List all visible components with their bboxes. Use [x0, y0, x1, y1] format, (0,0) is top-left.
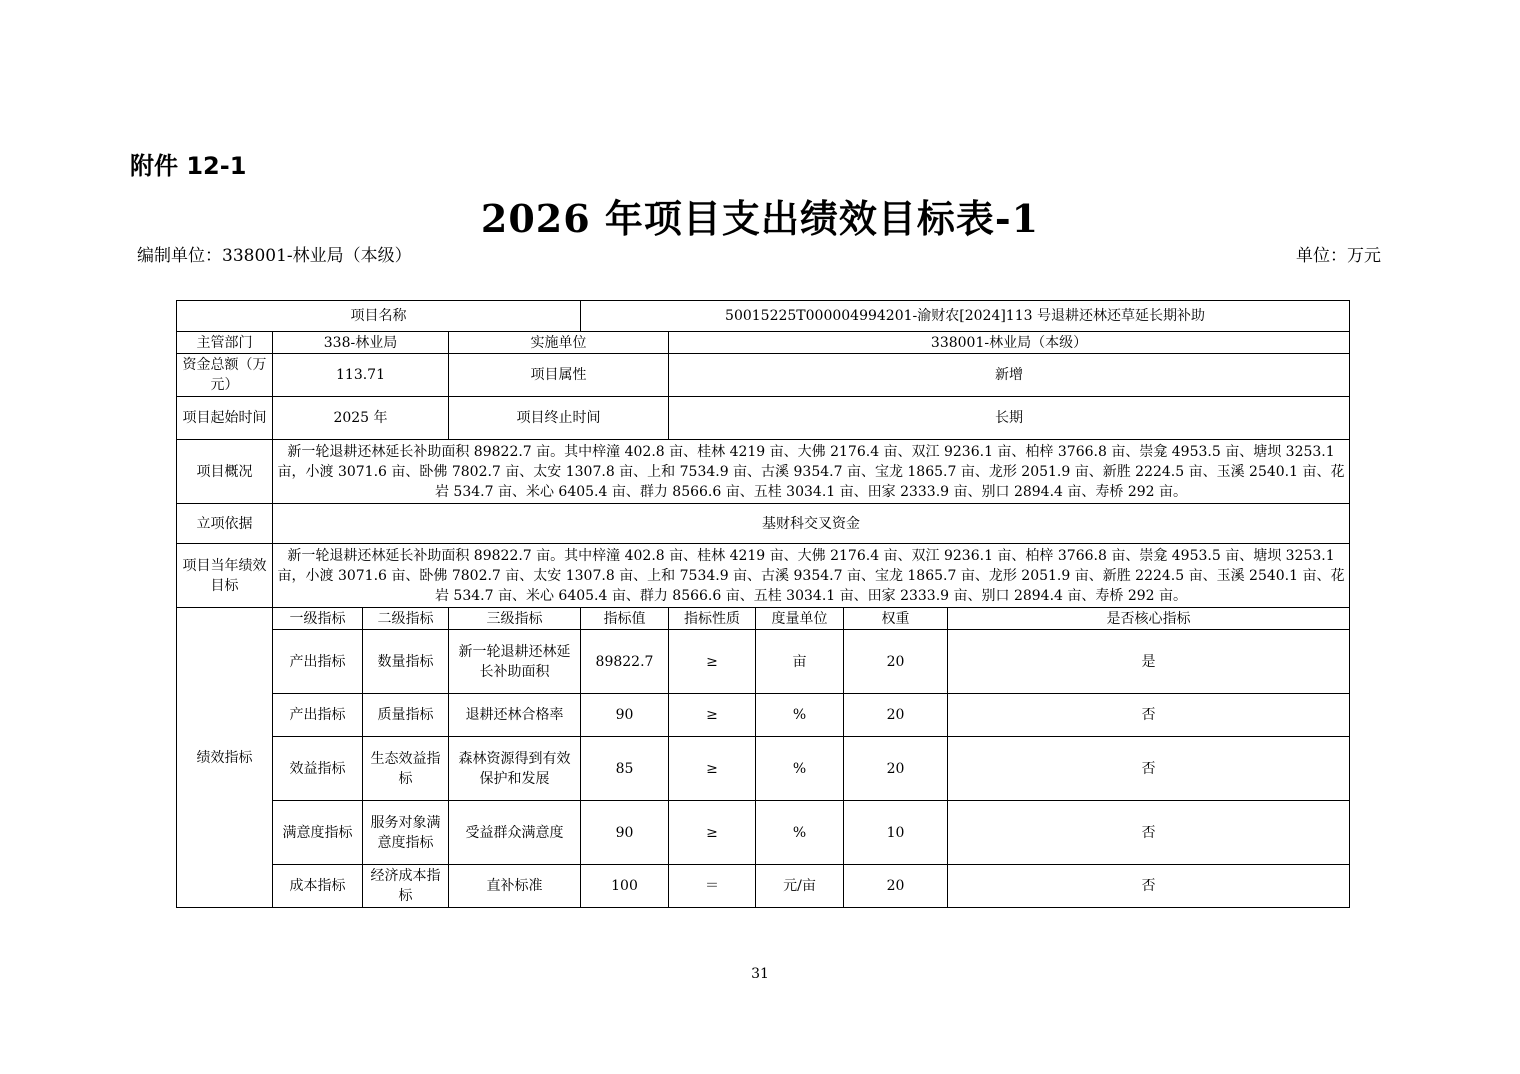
header-cell: 指标值	[581, 608, 669, 630]
header-cell: 一级指标	[273, 608, 363, 630]
indicator-row	[177, 630, 1350, 694]
indicator-cell: %	[756, 801, 844, 865]
header-cell: 是否核心指标	[948, 608, 1350, 630]
table-row	[177, 544, 1350, 608]
indicator-cell: 否	[948, 801, 1350, 865]
indicator-cell: 产出指标	[273, 694, 363, 737]
end-value: 长期	[669, 397, 1350, 440]
indicator-cell: 森林资源得到有效保护和发展	[449, 737, 581, 801]
indicator-cell: 满意度指标	[273, 801, 363, 865]
indicator-cell: 亩	[756, 630, 844, 694]
goal-label: 项目当年绩效目标	[177, 544, 273, 608]
indicators-section-label: 绩效指标	[177, 608, 273, 908]
table-row	[177, 397, 1350, 440]
indicator-cell: 否	[948, 694, 1350, 737]
unit-label: 单位：万元	[1296, 246, 1381, 266]
indicator-cell: %	[756, 737, 844, 801]
indicator-cell: 20	[844, 694, 948, 737]
indicator-cell: %	[756, 694, 844, 737]
indicator-cell: 85	[581, 737, 669, 801]
indicator-cell: 否	[948, 737, 1350, 801]
header-cell: 权重	[844, 608, 948, 630]
indicator-header-row	[177, 608, 1350, 630]
attachment-label: 附件 12-1	[130, 152, 247, 180]
funds-label: 资金总额（万元）	[177, 354, 273, 397]
header-cell: 三级指标	[449, 608, 581, 630]
indicator-cell: 元/亩	[756, 865, 844, 908]
indicator-cell: 89822.7	[581, 630, 669, 694]
indicator-cell: ≥	[669, 694, 756, 737]
start-label: 项目起始时间	[177, 397, 273, 440]
indicator-cell: 质量指标	[363, 694, 449, 737]
indicator-cell: 成本指标	[273, 865, 363, 908]
dept-value: 338-林业局	[273, 332, 449, 354]
indicator-cell: 20	[844, 630, 948, 694]
indicator-cell: 20	[844, 865, 948, 908]
indicator-cell: 20	[844, 737, 948, 801]
indicator-cell: ≥	[669, 801, 756, 865]
performance-table	[176, 300, 1350, 908]
org-label: 编制单位：338001-林业局（本级）	[137, 246, 412, 266]
dept-label: 主管部门	[177, 332, 273, 354]
indicator-cell: 10	[844, 801, 948, 865]
funds-value: 113.71	[273, 354, 449, 397]
header-cell: 度量单位	[756, 608, 844, 630]
indicator-cell: 数量指标	[363, 630, 449, 694]
indicator-row	[177, 694, 1350, 737]
indicator-cell: 直补标准	[449, 865, 581, 908]
indicator-cell: 服务对象满意度指标	[363, 801, 449, 865]
indicator-cell: 90	[581, 801, 669, 865]
table-row	[177, 504, 1350, 544]
start-value: 2025 年	[273, 397, 449, 440]
indicator-cell: ≥	[669, 737, 756, 801]
indicator-cell: 生态效益指标	[363, 737, 449, 801]
overview-label: 项目概况	[177, 440, 273, 504]
indicator-cell: ＝	[669, 865, 756, 908]
header-cell: 二级指标	[363, 608, 449, 630]
indicator-cell: 产出指标	[273, 630, 363, 694]
indicator-cell: 90	[581, 694, 669, 737]
table-row	[177, 354, 1350, 397]
indicator-row	[177, 865, 1350, 908]
table-row	[177, 440, 1350, 504]
impl-value: 338001-林业局（本级）	[669, 332, 1350, 354]
indicator-cell: 效益指标	[273, 737, 363, 801]
goal-value: 新一轮退耕还林延长补助面积 89822.7 亩。其中梓潼 402.8 亩、桂林 4219 亩、大佛 2176.4 亩、双江 9236.1 亩、柏梓 3766.8 亩、崇龛 4953.5 亩、塘坝 3253.1 亩，小渡 3071.6 亩、卧佛 7802.7 亩、太安 1307.8 亩、上和 7534.9 亩、古溪 9354.7 亩、宝龙 1865.7 亩、龙形 2051.9 亩、新胜 2224.5 亩、玉溪 2540.1 亩、花岩 534.7 亩、米心 6405.4 亩、群力 8566.6 亩、五桂 3034.1 亩、田家 2333.9 亩、别口 2894.4 亩、寿桥 292 亩。	[273, 544, 1350, 608]
indicator-cell: 新一轮退耕还林延长补助面积	[449, 630, 581, 694]
table-row	[177, 332, 1350, 354]
indicator-cell: 受益群众满意度	[449, 801, 581, 865]
indicator-cell: 100	[581, 865, 669, 908]
indicator-cell: 退耕还林合格率	[449, 694, 581, 737]
indicator-cell: 否	[948, 865, 1350, 908]
attr-value: 新增	[669, 354, 1350, 397]
table-row	[177, 301, 1350, 332]
indicator-cell: 是	[948, 630, 1350, 694]
indicator-row	[177, 737, 1350, 801]
page-number: 31	[751, 966, 769, 982]
impl-label: 实施单位	[449, 332, 669, 354]
basis-label: 立项依据	[177, 504, 273, 544]
end-label: 项目终止时间	[449, 397, 669, 440]
basis-value: 基财科交叉资金	[273, 504, 1350, 544]
overview-value: 新一轮退耕还林延长补助面积 89822.7 亩。其中梓潼 402.8 亩、桂林 4219 亩、大佛 2176.4 亩、双江 9236.1 亩、柏梓 3766.8 亩、崇龛 4953.5 亩、塘坝 3253.1 亩，小渡 3071.6 亩、卧佛 7802.7 亩、太安 1307.8 亩、上和 7534.9 亩、古溪 9354.7 亩、宝龙 1865.7 亩、龙形 2051.9 亩、新胜 2224.5 亩、玉溪 2540.1 亩、花岩 534.7 亩、米心 6405.4 亩、群力 8566.6 亩、五桂 3034.1 亩、田家 2333.9 亩、别口 2894.4 亩、寿桥 292 亩。	[273, 440, 1350, 504]
indicator-cell: ≥	[669, 630, 756, 694]
project-name-value: 50015225T000004994201-渝财农[2024]113 号退耕还林还草延长期补助	[581, 301, 1350, 332]
indicator-cell: 经济成本指标	[363, 865, 449, 908]
project-name-label: 项目名称	[177, 301, 581, 332]
header-cell: 指标性质	[669, 608, 756, 630]
indicator-row	[177, 801, 1350, 865]
page-title: 2026 年项目支出绩效目标表-1	[480, 196, 1040, 241]
attr-label: 项目属性	[449, 354, 669, 397]
